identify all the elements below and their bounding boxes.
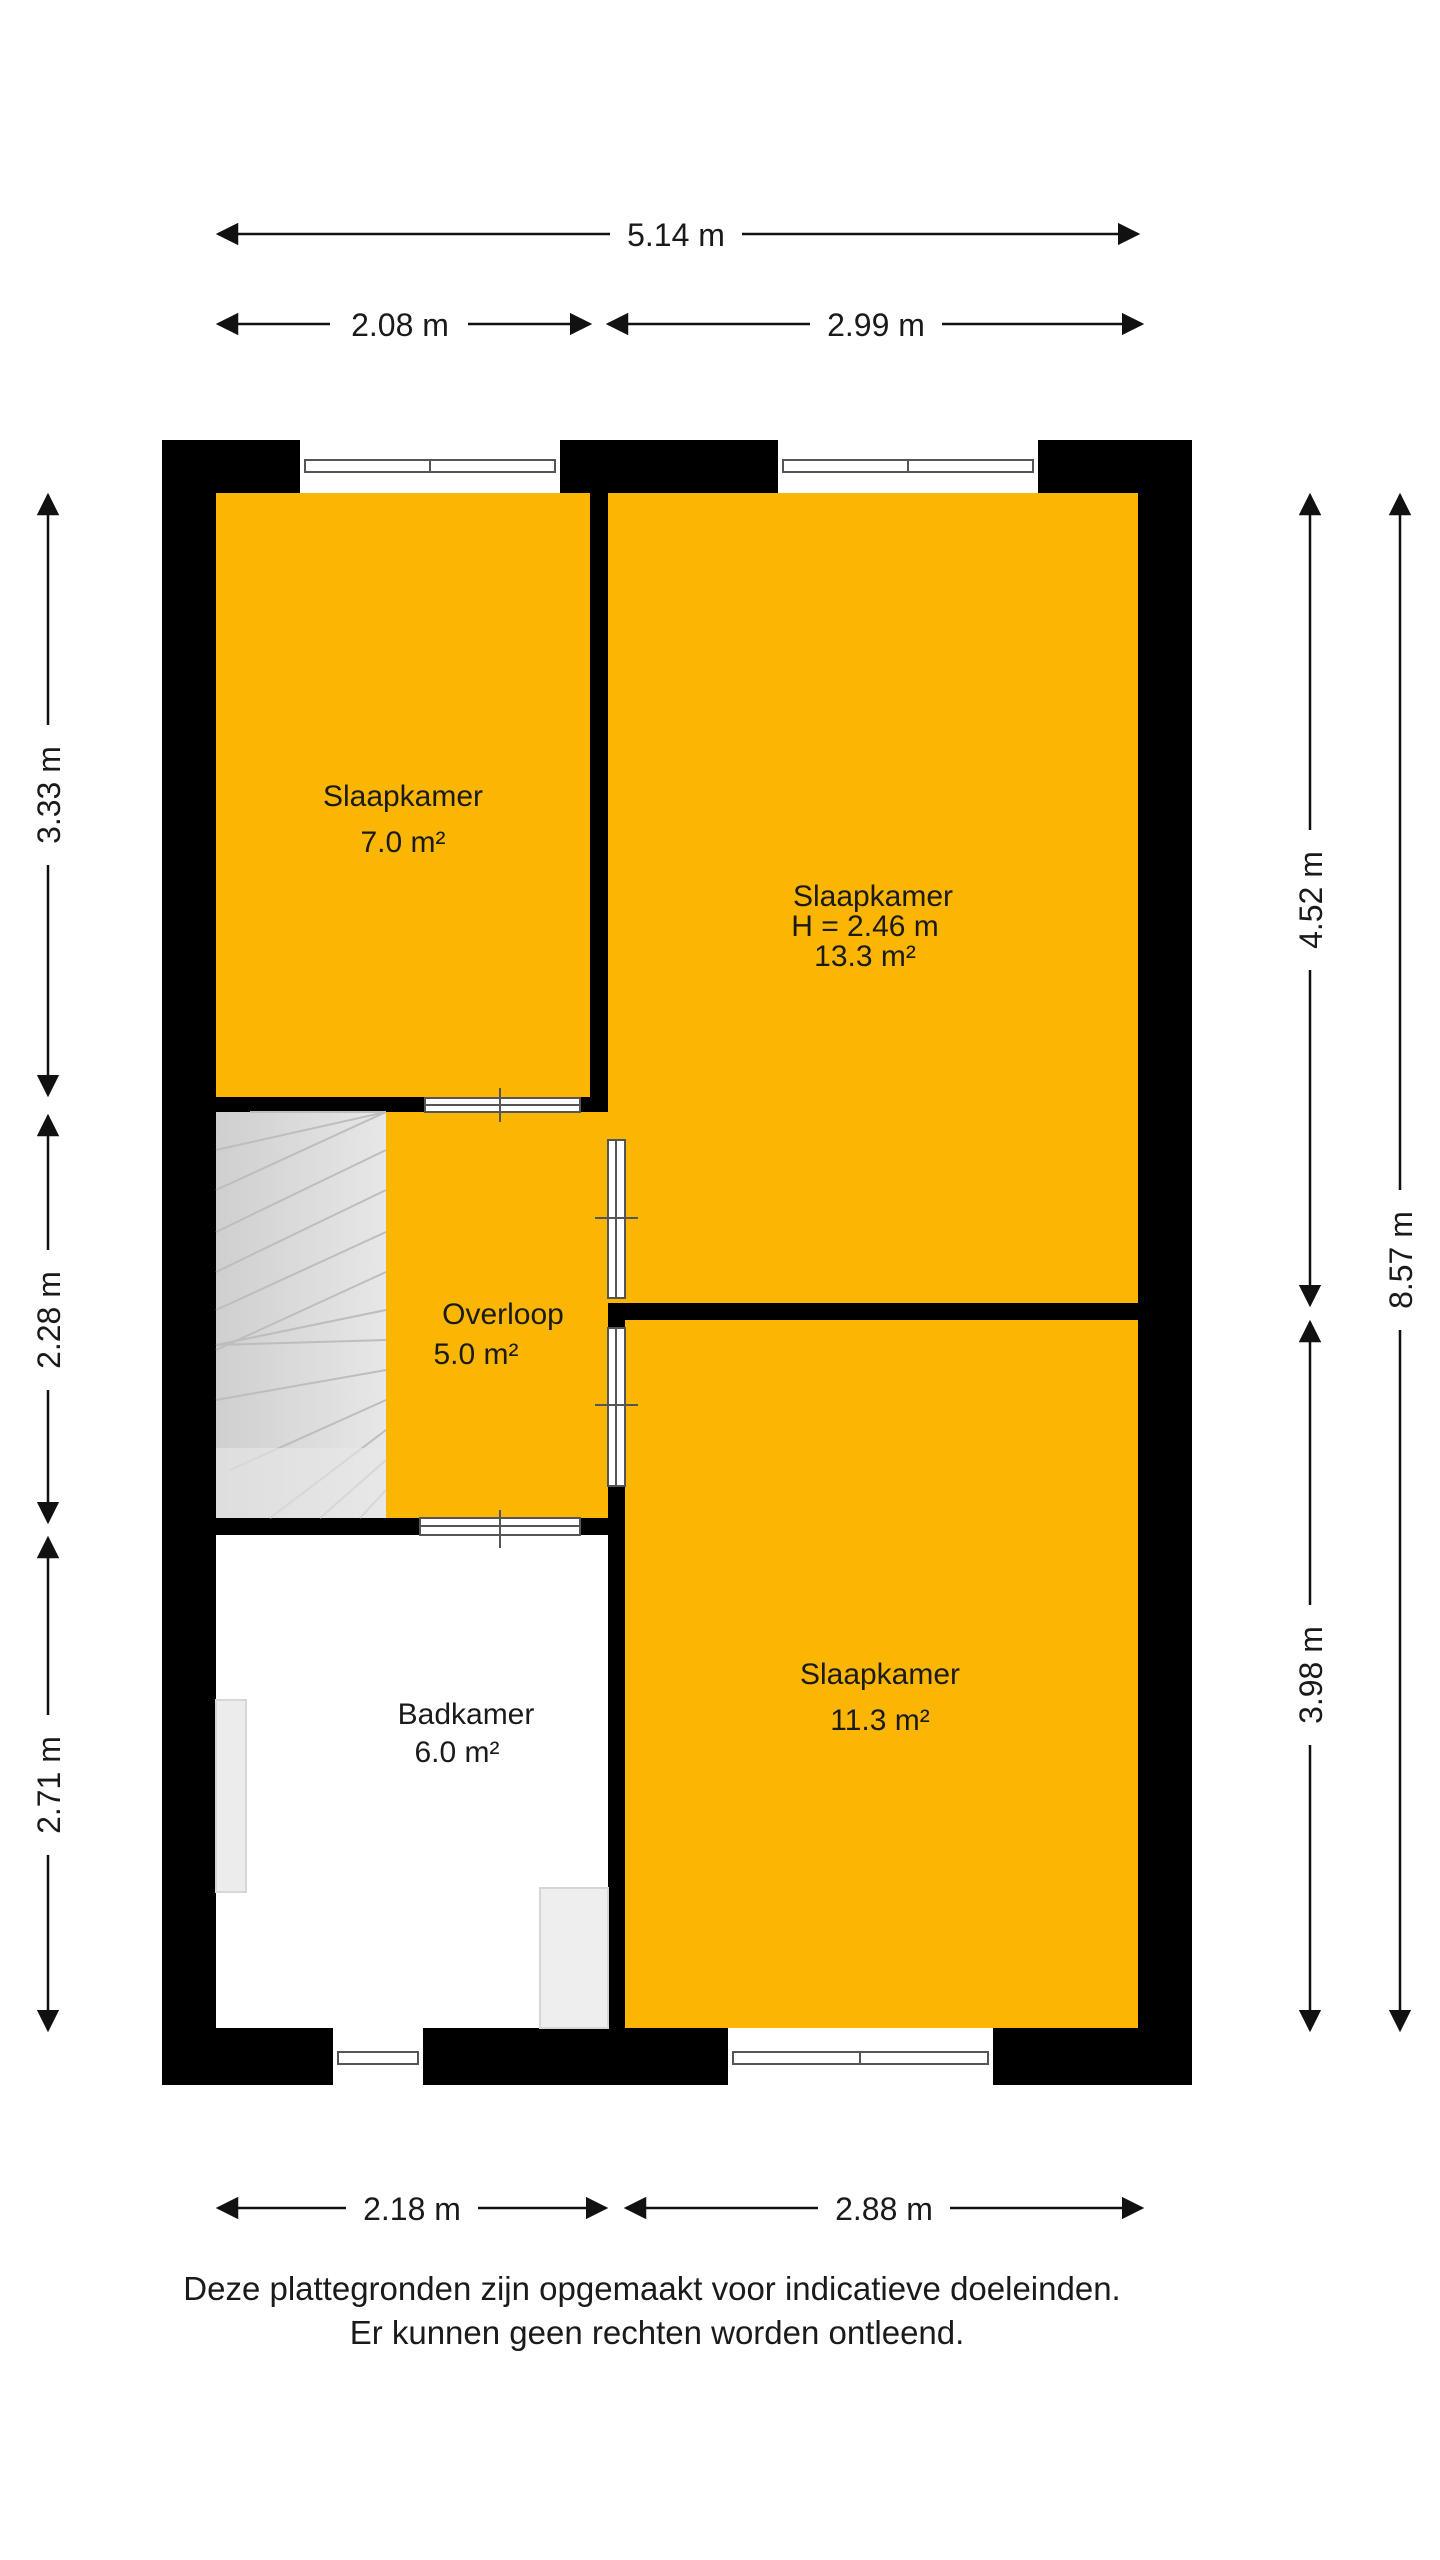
dimension-right-bottom	[1293, 1322, 1329, 2030]
shower-tray	[540, 1888, 608, 2028]
room-label-slaapkamer-bottom-right: Slaapkamer	[799, 1658, 961, 1691]
dimension-bottom-left	[218, 2191, 606, 2227]
window-top-right	[778, 440, 1038, 493]
dimension-top-right	[608, 307, 1142, 343]
svg-text:2.18 m: 2.18 m	[363, 2191, 461, 2227]
room-label-overloop: Overloop	[442, 1298, 564, 1331]
window-bottom-right	[728, 2028, 993, 2085]
room-label-slaapkamer-top-left: Slaapkamer	[322, 780, 484, 813]
svg-text:3.33 m: 3.33 m	[31, 746, 67, 844]
svg-text:4.52 m: 4.52 m	[1293, 851, 1329, 949]
room-height-slaapkamer-top-right: H = 2.46 m	[791, 910, 939, 943]
svg-text:2.88 m: 2.88 m	[835, 2191, 933, 2227]
room-area-slaapkamer-bottom-right: 11.3 m²	[830, 1704, 930, 1737]
room-label-badkamer: Badkamer	[397, 1698, 535, 1731]
bathtub	[216, 1700, 246, 1892]
dimension-right-total	[1383, 495, 1419, 2030]
room-area-slaapkamer-top-right: 13.3 m²	[814, 940, 916, 973]
svg-text:2.08 m: 2.08 m	[351, 307, 449, 343]
dimension-top-total	[218, 217, 1138, 253]
disclaimer-line-2: Er kunnen geen rechten worden ontleend.	[349, 2314, 965, 2351]
room-area-slaapkamer-top-left: 7.0 m²	[360, 826, 446, 859]
room-label-slaapkamer-top-right: Slaapkamer	[792, 880, 954, 913]
window-top-left	[300, 440, 560, 493]
dimension-top-left	[218, 307, 590, 343]
svg-text:5.14 m: 5.14 m	[627, 217, 725, 253]
window-bottom-left	[333, 2028, 423, 2085]
svg-text:2.71 m: 2.71 m	[31, 1736, 67, 1834]
svg-text:2.28 m: 2.28 m	[31, 1271, 67, 1369]
svg-text:3.98 m: 3.98 m	[1293, 1626, 1329, 1724]
dimension-left-middle	[31, 1116, 67, 1522]
dimension-right-top	[1293, 495, 1329, 1305]
dimension-left-bottom	[31, 1538, 67, 2030]
svg-text:2.99 m: 2.99 m	[827, 307, 925, 343]
dimension-bottom-right	[626, 2191, 1142, 2227]
room-area-badkamer: 6.0 m²	[414, 1736, 500, 1769]
staircase	[216, 1112, 386, 1518]
room-area-overloop: 5.0 m²	[433, 1338, 519, 1371]
disclaimer-line-1: Deze plattegronden zijn opgemaakt voor indicatieve doeleinden.	[183, 2270, 1121, 2307]
svg-text:8.57 m: 8.57 m	[1383, 1211, 1419, 1309]
dimension-left-top	[31, 495, 67, 1095]
room-badkamer	[216, 1535, 608, 2028]
